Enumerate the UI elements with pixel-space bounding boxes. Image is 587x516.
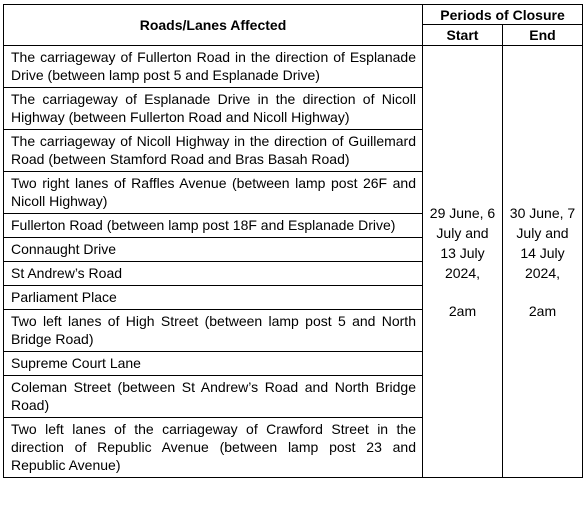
road-cell: St Andrew’s Road <box>4 262 423 286</box>
table-row <box>4 46 583 88</box>
road-cell: Coleman Street (between St Andrew’s Road and North Bridge Road) <box>4 376 423 418</box>
end-dates: 30 June, 7 July and 14 July 2024, <box>509 204 576 281</box>
road-cell: The carriageway of Esplanade Drive in the direction of Nicoll Highway (between Fullerton Road and Nicoll Highway) <box>4 88 423 130</box>
road-cell: Parliament Place <box>4 286 423 310</box>
roads-affected-header: Roads/Lanes Affected <box>4 5 423 46</box>
road-cell: Supreme Court Lane <box>4 352 423 376</box>
start-header: Start <box>423 25 503 46</box>
periods-of-closure-header: Periods of Closure <box>423 5 583 25</box>
start-dates: 29 June, 6 July and 13 July 2024, <box>429 204 496 281</box>
end-period-cell <box>503 46 583 478</box>
start-time: 2am <box>448 302 477 319</box>
road-cell: Two left lanes of the carriageway of Crawford Street in the direction of Republic Avenue (between lamp post 23 and Republic Avenue) <box>4 418 423 478</box>
road-cell: Fullerton Road (between lamp post 18F and Esplanade Drive) <box>4 214 423 238</box>
end-time: 2am <box>528 302 557 319</box>
road-cell: Connaught Drive <box>4 238 423 262</box>
start-period-cell <box>423 46 503 478</box>
road-cell: Two right lanes of Raffles Avenue (between lamp post 26F and Nicoll Highway) <box>4 172 423 214</box>
road-cell: The carriageway of Nicoll Highway in the direction of Guillemard Road (between Stamford Road and Bras Basah Road) <box>4 130 423 172</box>
road-closure-table <box>3 4 583 478</box>
road-cell: Two left lanes of High Street (between lamp post 5 and North Bridge Road) <box>4 310 423 352</box>
road-cell: The carriageway of Fullerton Road in the direction of Esplanade Drive (between lamp post 5 and Esplanade Drive) <box>4 46 423 88</box>
end-header: End <box>503 25 583 46</box>
